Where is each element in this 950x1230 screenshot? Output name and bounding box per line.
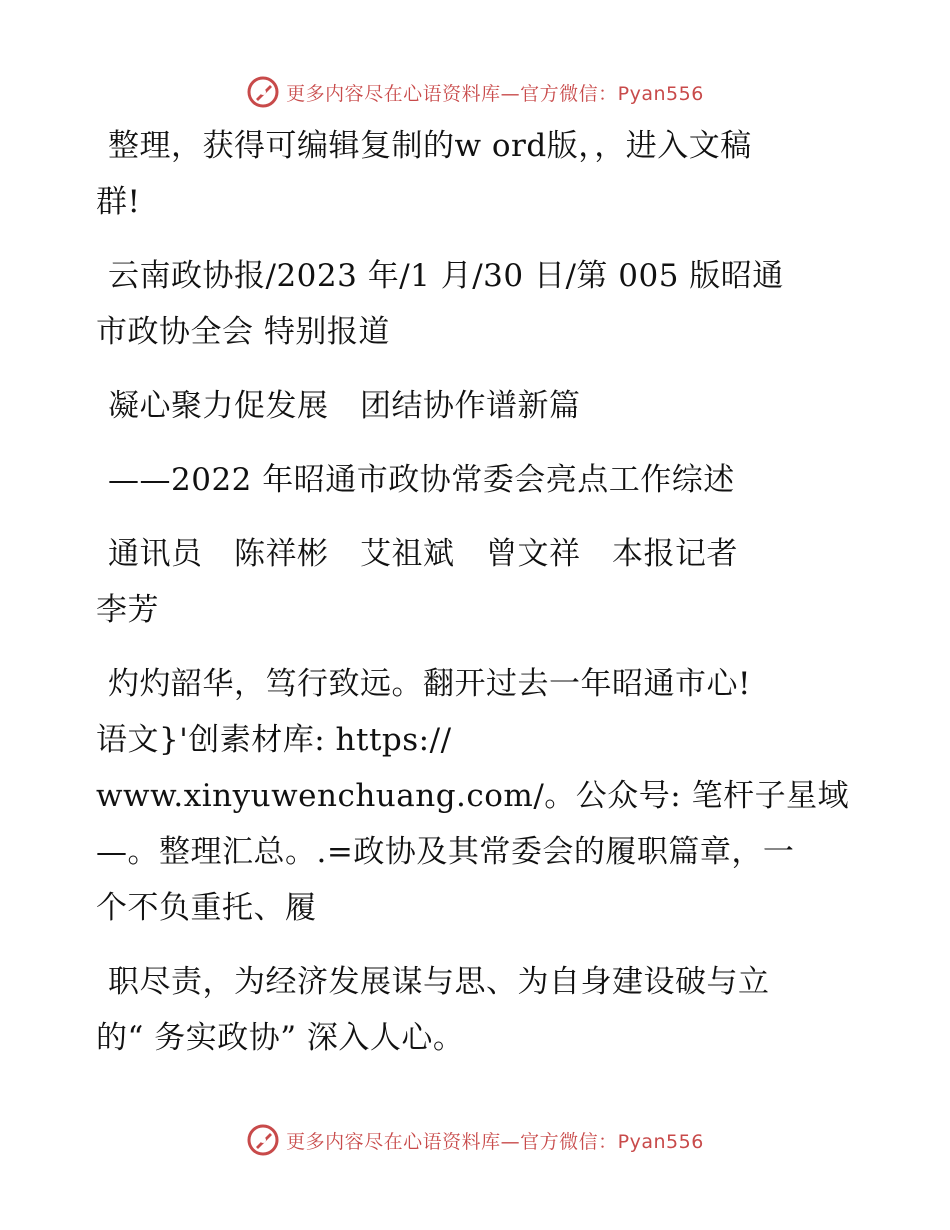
banner-inner [246, 1123, 704, 1157]
wechat-id: Pyan556 [617, 1130, 704, 1153]
article-title [96, 378, 856, 434]
banner-text: 更多内容尽在心语资料库—官方微信：Pyan556 [286, 82, 704, 105]
text-line: 个不负重托、履 [96, 890, 317, 926]
text-line: 李芳 [96, 592, 159, 628]
paragraph-source [96, 248, 856, 360]
text-line: www.xinyuwenchuang.com/。公众号: 笔杆子星域 [96, 778, 850, 814]
text-line: 语文}'创素材库: https:// [96, 722, 452, 758]
text-line: ——2022 年昭通市政协常委会亮点工作综述 [108, 462, 735, 498]
paragraph-body-2 [96, 954, 856, 1066]
text-line: 职尽责，为经济发展谋与思、为自身建设破与立 [108, 964, 770, 1000]
banner-inner [246, 75, 704, 109]
text-line: 市政协全会 特别报道 [96, 314, 390, 350]
text-line: 的“ 务实政协” 深入人心。 [96, 1020, 465, 1056]
wechat-id: Pyan556 [617, 82, 704, 105]
pen-logo-icon [246, 75, 280, 109]
text-line: —。整理汇总。.=政协及其常委会的履职篇章，一 [96, 834, 795, 870]
paragraph-body-1 [96, 656, 856, 936]
document-body [96, 118, 856, 1084]
text-line: 灼灼韶华，笃行致远。翻开过去一年昭通市心! [108, 666, 751, 702]
text-line: 通讯员 陈祥彬 艾祖斌 曾文祥 本报记者 [108, 536, 738, 572]
article-byline [96, 526, 856, 638]
banner-text: 更多内容尽在心语资料库—官方微信：Pyan556 [286, 1130, 704, 1153]
text-line: 群! [96, 184, 141, 220]
header-banner [0, 72, 950, 112]
pen-logo-icon [246, 1123, 280, 1157]
footer-banner [0, 1120, 950, 1160]
text-line: 云南政协报/2023 年/1 月/30 日/第 005 版昭通 [108, 258, 784, 294]
text-line: 凝心聚力促发展 团结协作谱新篇 [108, 388, 581, 424]
article-subtitle [96, 452, 856, 508]
paragraph-intro [96, 118, 856, 230]
text-line: 整理，获得可编辑复制的w ord版，，进入文稿 [108, 128, 752, 164]
